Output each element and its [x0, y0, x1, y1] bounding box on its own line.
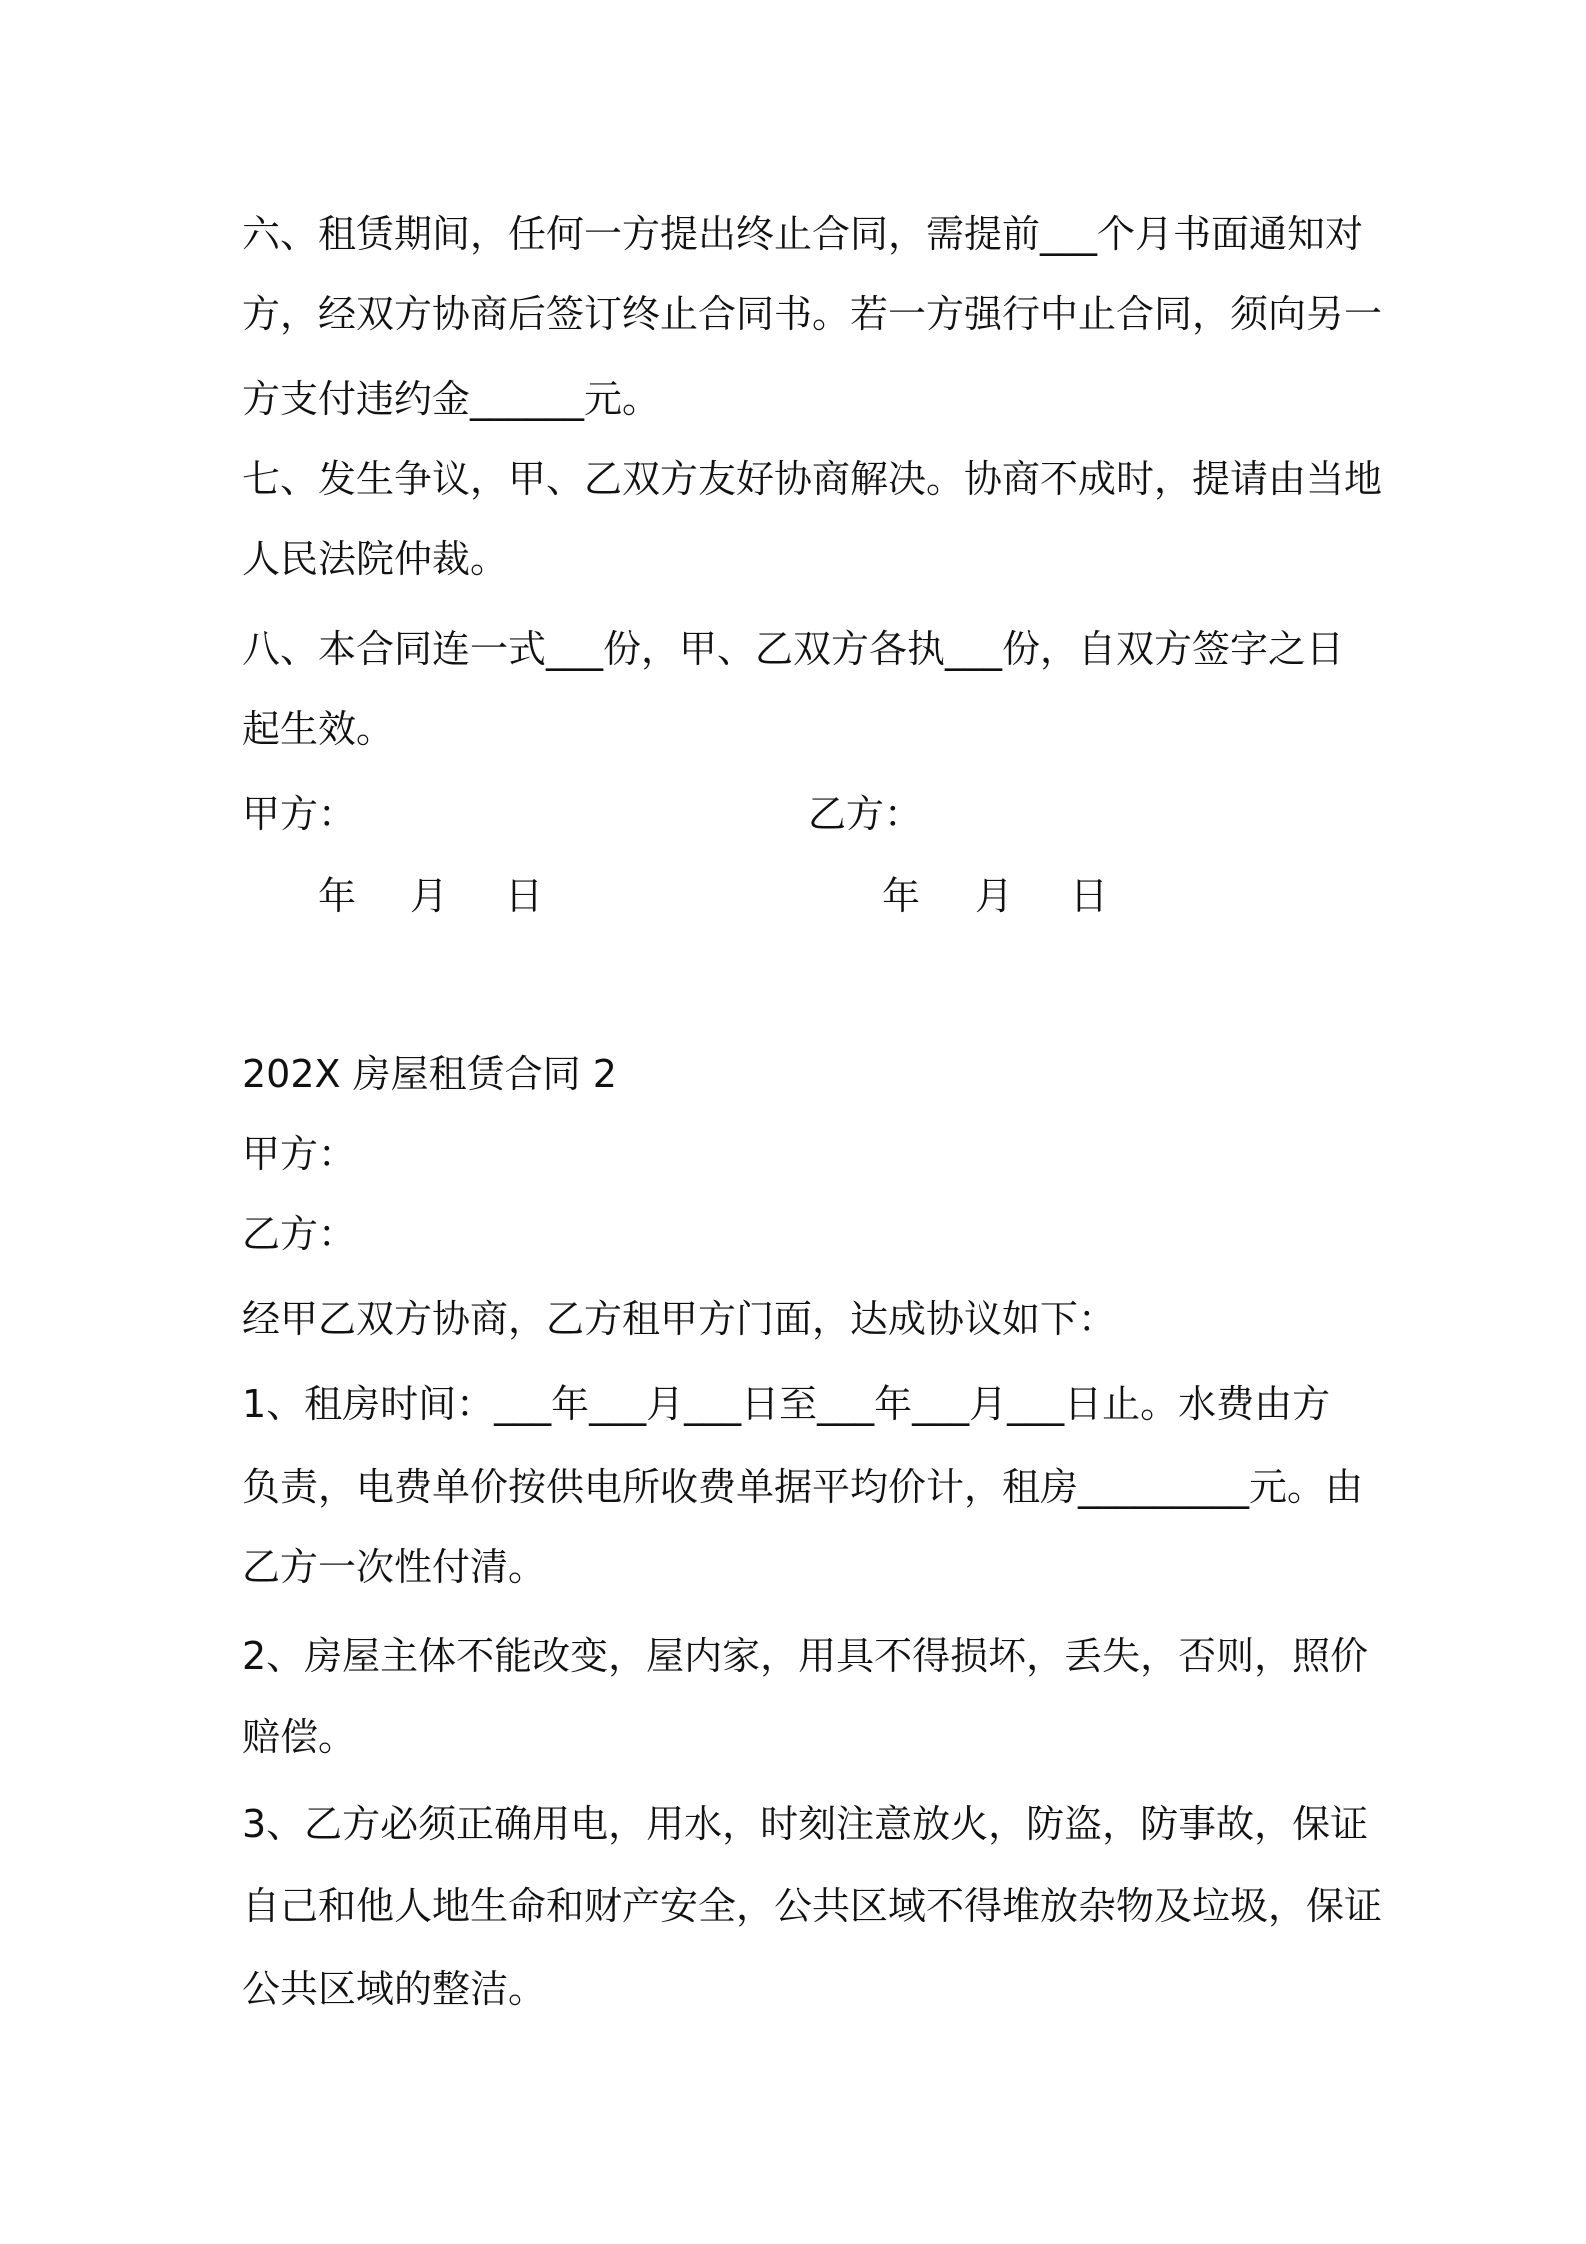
- party-b-date-year: 年: [882, 874, 921, 918]
- party-a-date-year: 年: [318, 874, 357, 918]
- clause-8-line-1: 八、本合同连一式___份，甲、乙双方各执___份，自双方签字之日: [242, 627, 1345, 671]
- clause-7-line-1: 七、发生争议，甲、乙双方友好协商解决。协商不成时，提请由当地: [242, 457, 1383, 501]
- clause-6-line-3: 方支付违约金______元。: [242, 377, 661, 421]
- contract-2-clause-2-line-2: 赔偿。: [242, 1715, 357, 1759]
- contract-2-clause-3-line-1: 3、乙方必须正确用电，用水，时刻注意放火，防盗，防事故，保证: [242, 1802, 1369, 1846]
- party-a-signature-label: 甲方：: [242, 792, 357, 836]
- contract-2-clause-3-line-3: 公共区域的整洁。: [242, 1967, 547, 2011]
- contract-2-clause-1-line-3: 乙方一次性付清。: [242, 1545, 547, 1589]
- clause-8-line-2: 起生效。: [242, 707, 395, 751]
- party-b-signature-label: 乙方：: [808, 792, 923, 836]
- party-a-date-month: 月: [410, 874, 449, 918]
- clause-6-line-2: 方，经双方协商后签订终止合同书。若一方强行中止合同，须向另一: [242, 292, 1383, 336]
- contract-2-clause-1-line-2: 负责，电费单价按供电所收费单据平均价计，租房_________元。由: [242, 1465, 1364, 1509]
- party-b-date-day: 日: [1070, 874, 1109, 918]
- party-a-date-day: 日: [505, 874, 544, 918]
- party-b-date-month: 月: [975, 874, 1014, 918]
- clause-6-line-1: 六、租赁期间，任何一方提出终止合同，需提前___个月书面通知对: [242, 212, 1364, 256]
- clause-7-line-2: 人民法院仲裁。: [242, 537, 509, 581]
- contract-2-title: 202X 房屋租赁合同 2: [242, 1052, 617, 1096]
- contract-2-party-a: 甲方：: [242, 1132, 357, 1176]
- contract-2-clause-3-line-2: 自己和他人地生命和财产安全，公共区域不得堆放杂物及垃圾，保证: [242, 1884, 1383, 1928]
- contract-2-clause-2-line-1: 2、房屋主体不能改变，屋内家，用具不得损坏，丢失，否则，照价: [242, 1634, 1369, 1678]
- contract-2-party-b: 乙方：: [242, 1212, 357, 1256]
- contract-2-clause-1-line-1: 1、租房时间：___年___月___日至___年___月___日止。水费由方: [242, 1382, 1331, 1426]
- contract-2-intro: 经甲乙双方协商，乙方租甲方门面，达成协议如下：: [242, 1297, 1117, 1341]
